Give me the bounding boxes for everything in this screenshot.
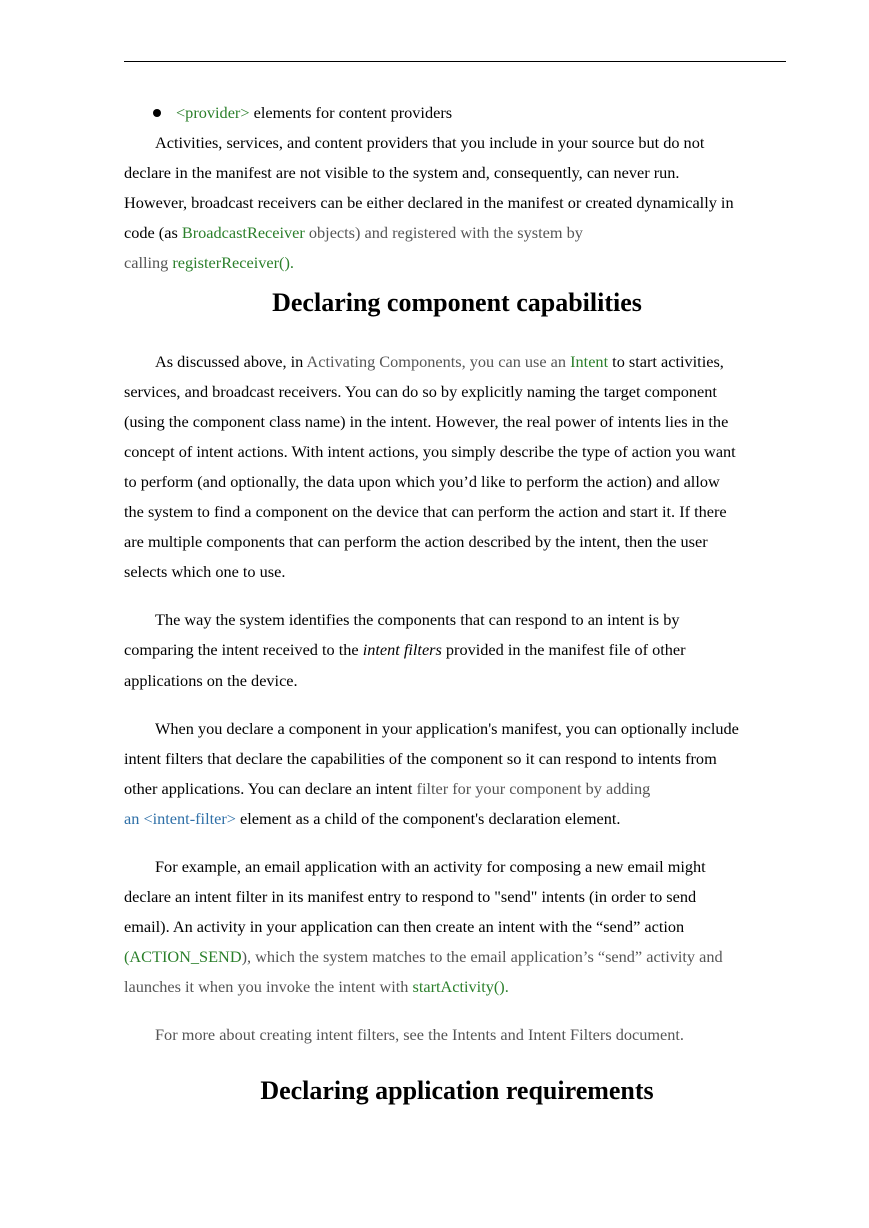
header-rule (124, 61, 786, 62)
paragraph (124, 128, 790, 278)
text-line: The way the system identifies the components that can respond to an intent is by (155, 610, 680, 630)
text-line: (ACTION_SEND), which the system matches to the email application’s “send” activity and (124, 947, 723, 967)
intent-filters-doc-link[interactable]: For more about creating intent filters, see the Intents and Intent Filters document. (155, 1025, 684, 1045)
bullet-icon (153, 109, 161, 117)
activating-components-link[interactable]: Activating Components, you can use an (306, 351, 571, 371)
paragraph (124, 852, 790, 1002)
text-line: code (as BroadcastReceiver objects) and registered with the system by (124, 223, 583, 243)
paragraph (124, 714, 790, 834)
text-line: declare an intent filter in its manifest entry to respond to "send" intents (in order to send (124, 887, 697, 907)
text-line: However, broadcast receivers can be either declared in the manifest or created dynamically in (124, 193, 734, 213)
text-line: launches it when you invoke the intent with startActivity(). (124, 977, 509, 997)
text-line: selects which one to use. (124, 562, 286, 582)
text-line: applications on the device. (124, 670, 298, 690)
text-line: the system to find a component on the device that can perform the action and start it. If there (124, 502, 727, 522)
paragraph (124, 347, 790, 588)
text-line: concept of intent actions. With intent actions, you simply describe the type of action you want (124, 441, 736, 461)
provider-link[interactable]: <provider> (176, 103, 250, 122)
section-heading: Declaring application requirements (260, 1075, 654, 1105)
text-line: For example, an email application with an activity for composing a new email might (155, 856, 706, 876)
action-send-link[interactable]: ACTION_SEND (129, 947, 242, 967)
paragraph (124, 1020, 790, 1050)
broadcastreceiver-link[interactable]: BroadcastReceiver (181, 223, 305, 243)
document-body (124, 98, 790, 1111)
list-item-text: elements for content providers (249, 103, 453, 122)
startactivity-link[interactable]: startActivity(). (412, 977, 509, 997)
paragraph (124, 605, 790, 695)
text-line: declare in the manifest are not visible to the system and, consequently, can never run. (124, 163, 680, 183)
intent-link[interactable]: Intent (570, 351, 609, 371)
text-line: Activities, services, and content providers that you include in your source but do not (155, 133, 705, 153)
text-line: As discussed above, in Activating Components, you can use an Intent to start activities, (155, 351, 724, 371)
text-line: calling registerReceiver(). (124, 253, 294, 273)
intent-filters-term: intent filters (362, 640, 442, 660)
text-line: other applications. You can declare an intent filter for your component by adding (124, 778, 651, 798)
text-line: intent filters that declare the capabilities of the component so it can respond to intents from (124, 748, 717, 768)
text-line: comparing the intent received to the intent filters provided in the manifest file of other (124, 640, 686, 660)
text-line: email). An activity in your application can then create an intent with the “send” action (124, 917, 685, 937)
text-line: (using the component class name) in the intent. However, the real power of intents lies in the (124, 411, 729, 431)
intent-filter-link[interactable]: <intent-filter> (143, 808, 236, 828)
text-line: services, and broadcast receivers. You can do so by explicitly naming the target component (124, 381, 717, 401)
text-line: When you declare a component in your application's manifest, you can optionally include (155, 718, 739, 738)
list-item (124, 98, 790, 128)
text-line: an <intent-filter> element as a child of the component's declaration element. (124, 808, 621, 828)
section-heading: Declaring component capabilities (272, 287, 642, 317)
registerreceiver-link[interactable]: registerReceiver(). (172, 253, 294, 273)
text-line: to perform (and optionally, the data upon which you’d like to perform the action) and allow (124, 471, 720, 491)
text-line: are multiple components that can perform the action described by the intent, then the user (124, 532, 708, 552)
